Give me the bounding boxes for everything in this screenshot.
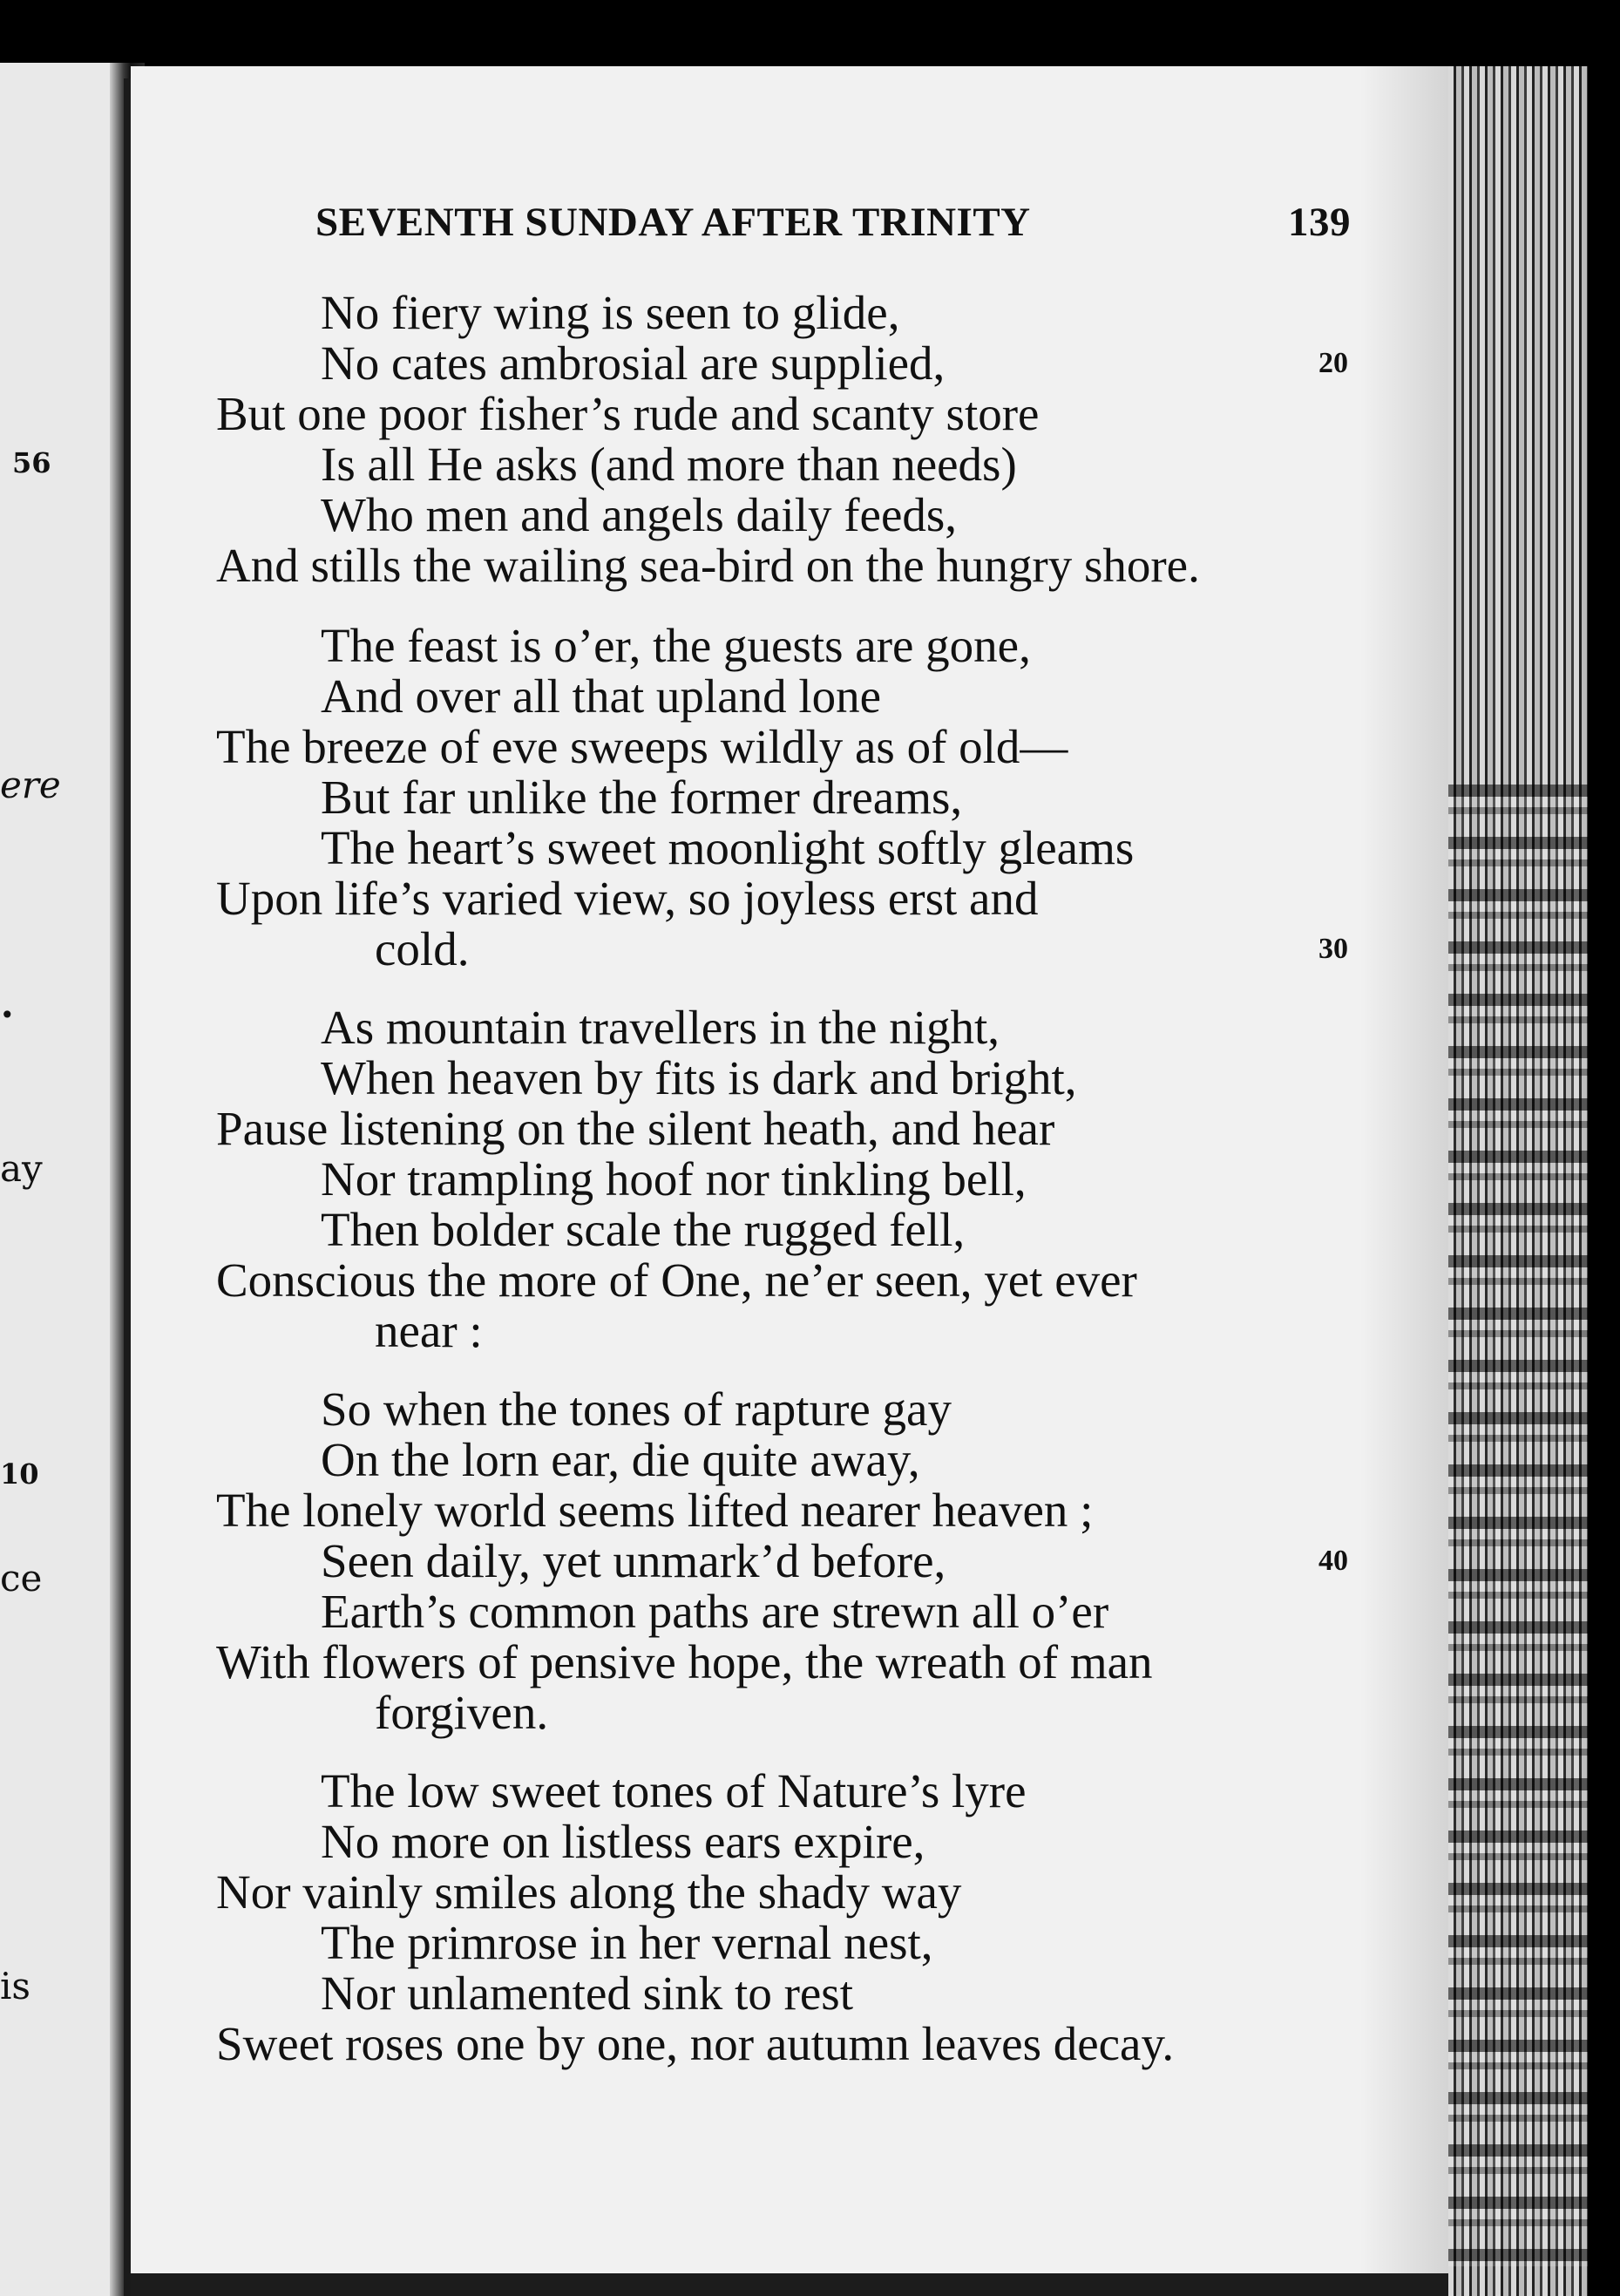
gutter-line [124, 78, 131, 2296]
poem-line: Conscious the more of One, ne’er seen, yet ever [216, 1253, 1137, 1307]
stanza [216, 1766, 1349, 2069]
facing-fragment: • [0, 1001, 15, 1029]
poem-line: The low sweet tones of Nature’s lyre [321, 1764, 1027, 1817]
line-number: 40 [1318, 1545, 1348, 1577]
poem-line: near : [375, 1304, 483, 1357]
poem-line: The breeze of eve sweeps wildly as of old— [216, 720, 1068, 773]
page-edges-texture [1448, 785, 1588, 2266]
poem-line: Sweet roses one by one, nor autumn leaves decay. [216, 2017, 1175, 2070]
facing-fragment: ce [0, 1557, 43, 1600]
facing-fragment: is [0, 1965, 31, 2007]
poem-line: The heart’s sweet moonlight softly gleams [321, 821, 1135, 874]
facing-fragment: ay [0, 1147, 43, 1190]
line-number: 20 [1318, 347, 1348, 379]
poem-line: No fiery wing is seen to glide, [321, 286, 900, 339]
poem-line: No more on listless ears expire, [321, 1815, 925, 1868]
poem-line: Pause listening on the silent heath, and hear [216, 1102, 1055, 1155]
poem-line: forgiven. [375, 1686, 549, 1739]
scan-top-border [0, 0, 1620, 70]
facing-fragment: ere [0, 764, 61, 806]
poem-line [216, 338, 1349, 389]
poem-line: And stills the wailing sea-bird on the hungry shore. [216, 539, 1200, 592]
page-number: 139 [1288, 200, 1351, 245]
poem-line: Earth’s common paths are strewn all o’er [321, 1585, 1109, 1638]
poem-line: As mountain travellers in the night, [321, 1001, 1000, 1054]
poem-line: The primrose in her vernal nest, [321, 1916, 933, 1969]
poem-line: But far unlike the former dreams, [321, 771, 963, 824]
poem-line: Then bolder scale the rugged fell, [321, 1203, 966, 1256]
scan-right-border [1588, 0, 1620, 2296]
chapter-title: SEVENTH SUNDAY AFTER TRINITY [315, 200, 1031, 245]
poem-line: Upon life’s varied view, so joyless erst and [216, 872, 1039, 925]
poem-line: Nor unlamented sink to rest [321, 1967, 853, 2020]
poem-line-text: Seen daily, yet unmark’d before, [321, 1534, 946, 1587]
poem-line: Is all He asks (and more than needs) [321, 438, 1017, 491]
facing-line-number: 10 [0, 1457, 39, 1491]
poem-line: Nor trampling hoof nor tinkling bell, [321, 1152, 1027, 1206]
poem-line: When heaven by fits is dark and bright, [321, 1051, 1077, 1104]
poem-line: On the lorn ear, die quite away, [321, 1433, 920, 1486]
poem-line: So when the tones of rapture gay [321, 1382, 952, 1436]
scan-bottom-border [131, 2273, 1448, 2296]
stanza [216, 1002, 1349, 1356]
stanza [216, 1384, 1349, 1738]
poem-line: Nor vainly smiles along the shady way [216, 1865, 962, 1919]
poem-line-text: cold. [375, 922, 470, 975]
poem-line: The feast is o’er, the guests are gone, [321, 619, 1031, 672]
stanza [216, 288, 1349, 591]
poem-line: The lonely world seems lifted nearer heaven ; [216, 1484, 1094, 1537]
line-number: 30 [1318, 933, 1348, 965]
poem-line: And over all that upland lone [321, 669, 882, 723]
poem-line: Who men and angels daily feeds, [321, 488, 958, 541]
facing-line-number: 56 [12, 446, 51, 479]
poem-line [216, 924, 1349, 975]
poem-line-text: No cates ambrosial are supplied, [321, 336, 946, 390]
poem-line [216, 1536, 1349, 1586]
poem-line: But one poor fisher’s rude and scanty store [216, 387, 1040, 440]
stanza [216, 621, 1349, 975]
page-shade [1359, 66, 1448, 2296]
poem-line: With flowers of pensive hope, the wreath of man [216, 1635, 1153, 1688]
